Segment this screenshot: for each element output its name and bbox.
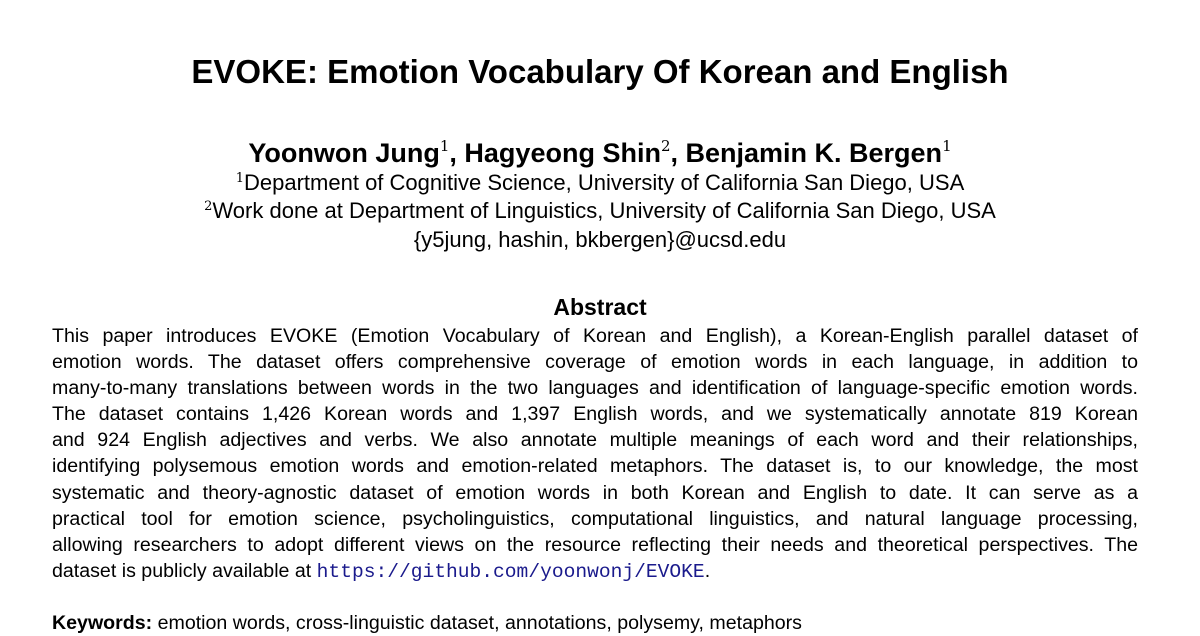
author-separator: , (449, 138, 465, 168)
abstract-line: emotion words. The dataset offers comprehensive coverage of emotion words in each language, in addition to (52, 351, 1138, 374)
affiliation-line (0, 169, 1200, 197)
keywords-label: Keywords: (52, 612, 153, 634)
author-name: Benjamin K. Bergen (685, 138, 943, 168)
affiliation-line (0, 197, 1200, 225)
abstract-line: systematic and theory-agnostic dataset of emotion words in both Korean and English to date. It can serve as a (52, 481, 1138, 504)
author-emails: {y5jung, hashin, bkbergen}@ucsd.edu (413, 227, 787, 252)
abstract-line-text: dataset is publicly available at (52, 559, 317, 582)
abstract-line: and 924 English adjectives and verbs. We also annotate multiple meanings of each word and their relationships, (52, 429, 1138, 452)
affiliation-marker: 1 (235, 171, 245, 186)
abstract-line: The dataset contains 1,426 Korean words and 1,397 English words, and we systematically annotate 819 Korean (52, 403, 1138, 426)
author-name: Yoonwon Jung (248, 138, 440, 168)
affiliation-marker: 1 (942, 137, 952, 155)
dataset-link[interactable]: https://github.com/yoonwonj/EVOKE (316, 560, 705, 583)
abstract-heading: Abstract (553, 294, 647, 320)
abstract-line: allowing researchers to adopt different views on the resource reflecting their needs and theoretical perspectives. The (52, 533, 1138, 556)
affiliation-text: Work done at Department of Linguistics, University of California San Diego, USA (212, 198, 996, 223)
author-separator: , (670, 138, 686, 168)
affiliation-text: Department of Cognitive Science, University of California San Diego, USA (244, 170, 965, 195)
abstract-line-end: . (704, 559, 711, 582)
abstract-line: many-to-many translations between words in the two languages and identification of language-specific emotion words. (52, 377, 1138, 400)
abstract-line: This paper introduces EVOKE (Emotion Vocabulary of Korean and English), a Korean-English parallel dataset of (52, 325, 1138, 347)
abstract-body (52, 323, 1138, 585)
keywords-text: emotion words, cross-linguistic dataset, annotations, polysemy, metaphors (157, 612, 802, 634)
affiliation-marker: 2 (660, 137, 671, 155)
author-name: Hagyeong Shin (464, 138, 661, 168)
abstract-line: practical tool for emotion science, psycholinguistics, computational linguistics, and natural language processing, (52, 507, 1138, 530)
abstract-line: identifying polysemous emotion words and emotion-related metaphors. The dataset is, to our knowledge, the most (52, 455, 1138, 478)
affiliation-marker: 2 (204, 199, 213, 214)
keywords-line (52, 610, 1152, 636)
abstract-line (52, 558, 1138, 585)
affiliation-marker: 1 (439, 137, 450, 155)
paper-title: EVOKE: Emotion Vocabulary Of Korean and English (191, 53, 1009, 90)
author-list (0, 136, 1200, 170)
